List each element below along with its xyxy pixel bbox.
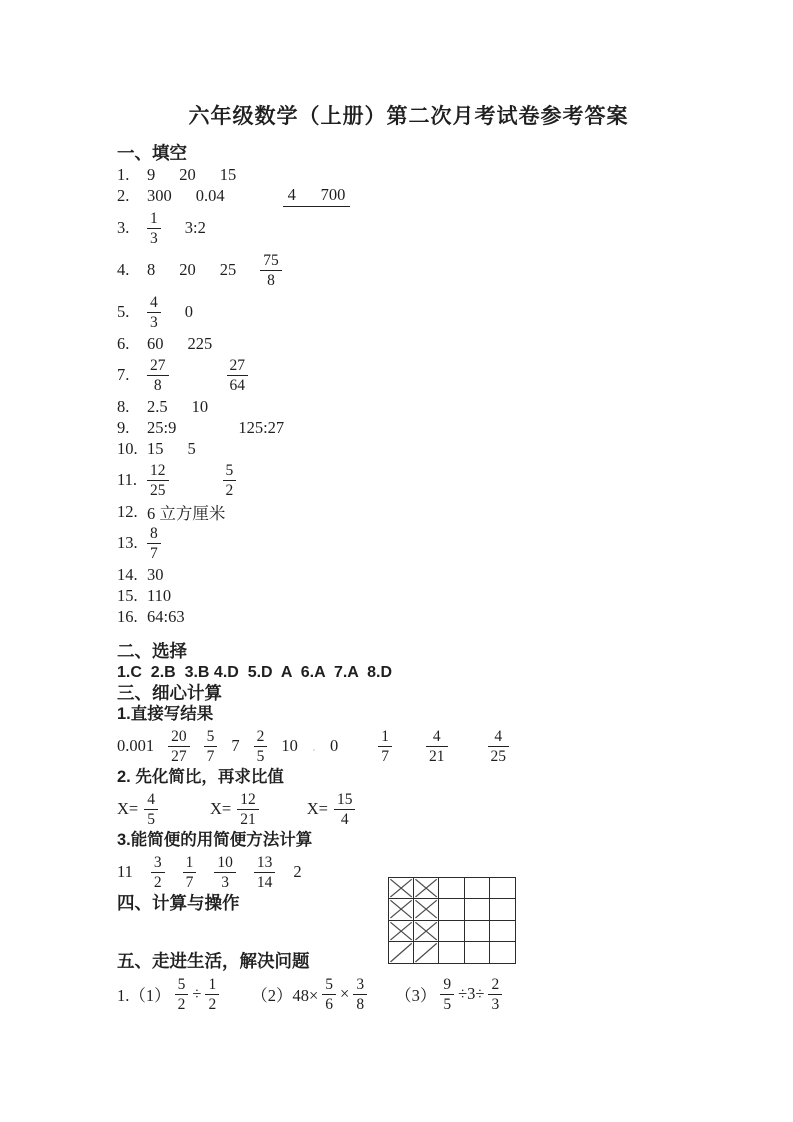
- math-token: 6 立方厘米: [147, 503, 226, 523]
- denominator: 8: [267, 271, 275, 289]
- section-calc: [117, 683, 753, 893]
- numerator: 10: [217, 853, 233, 871]
- fill-item-15: [117, 585, 753, 606]
- numerator: 75: [263, 251, 279, 269]
- choice-answers: 1.C 2.B 3.B 4.D 5.D A 6.A 7.A 8.D: [117, 664, 393, 681]
- fraction: [322, 977, 336, 1012]
- section-fill-heading: 一、填空: [117, 143, 187, 163]
- fraction-bar: [204, 746, 218, 747]
- fraction-bar: [322, 994, 336, 995]
- spacer: [193, 480, 199, 481]
- denominator: 5: [147, 810, 155, 828]
- grid-cell: [389, 942, 414, 963]
- fill-item-2: [117, 185, 753, 207]
- fraction: [334, 792, 356, 827]
- numerator: 5: [225, 461, 234, 479]
- life-problems-row: [117, 972, 753, 1016]
- x-mark-icon: [389, 899, 413, 919]
- fraction: [254, 729, 268, 764]
- fraction-bar: [151, 872, 165, 873]
- math-token: 15: [219, 164, 237, 184]
- grid-cell: [414, 942, 439, 963]
- fraction: [227, 358, 249, 393]
- math-token: 8: [147, 260, 156, 279]
- numerator: 1: [150, 209, 158, 227]
- fill-item-4: [117, 249, 753, 291]
- math-token: ×: [340, 984, 350, 1003]
- math-token: X=: [306, 799, 328, 818]
- math-token: 11: [117, 862, 133, 881]
- math-token: 20: [179, 260, 196, 279]
- denominator: 25: [150, 481, 166, 499]
- fraction-bar: [223, 480, 237, 481]
- numerator: 5: [325, 975, 333, 993]
- calc-row-direct: [117, 725, 753, 767]
- math-token: 64:63: [147, 606, 185, 626]
- denominator: 64: [229, 376, 245, 394]
- item-number: 8.: [117, 396, 130, 416]
- numerator: 4: [494, 727, 503, 745]
- numerator: 1: [381, 727, 389, 745]
- numerator: 3: [153, 853, 162, 871]
- math-token: 7: [231, 736, 240, 755]
- item-answers: [147, 500, 225, 524]
- x-mark-icon: [414, 878, 438, 898]
- fraction: [214, 855, 236, 890]
- math-token: 5: [187, 438, 196, 458]
- x-mark-icon: [389, 921, 413, 941]
- item-answers: [147, 397, 208, 417]
- denominator: 3: [150, 313, 158, 331]
- denominator: 2: [208, 995, 217, 1013]
- math-token: 15: [147, 438, 164, 458]
- fraction-bar: [147, 312, 161, 313]
- fraction: [168, 729, 190, 764]
- section-life-heading: 五、走进生活，解决问题: [117, 951, 310, 971]
- grid-cell: [439, 942, 464, 963]
- math-token: 0: [184, 302, 193, 321]
- fraction: [353, 977, 367, 1012]
- fraction-bar: [254, 872, 276, 873]
- fraction: [426, 729, 448, 764]
- math-token: 0.001: [117, 736, 155, 755]
- grid-cell: [465, 878, 490, 899]
- item-answers: [147, 463, 236, 498]
- fraction: [147, 358, 169, 393]
- underlined-answer: 4 700: [283, 185, 351, 207]
- item-number: 16.: [117, 606, 138, 626]
- calc-row-ratio: [117, 788, 753, 830]
- item-answers: [147, 358, 248, 393]
- x-mark-icon: [414, 921, 438, 941]
- denominator: 5: [256, 747, 265, 765]
- fraction-bar: [488, 994, 502, 995]
- fraction-bar: [237, 809, 259, 810]
- numerator: 2: [491, 975, 500, 993]
- math-token: 25: [219, 260, 237, 279]
- numerator: 20: [171, 727, 187, 745]
- item-number: 6.: [117, 333, 130, 353]
- grid-cell: [414, 899, 439, 920]
- fraction: [378, 729, 392, 764]
- section-choice: [117, 641, 753, 683]
- item-number: 1.: [117, 164, 130, 184]
- item-number: 13.: [117, 533, 138, 552]
- item-answers: [147, 295, 193, 330]
- fill-item-6: [117, 333, 753, 354]
- grid-cell: [490, 899, 515, 920]
- fill-item-7: [117, 354, 753, 396]
- fraction-bar: [205, 994, 219, 995]
- fraction: [147, 211, 161, 246]
- math-token: ÷: [192, 984, 202, 1003]
- math-token: （3）: [395, 986, 437, 1005]
- fraction: [147, 526, 161, 561]
- grid-cell: [465, 921, 490, 942]
- fill-item-14: [117, 564, 753, 585]
- numerator: 4: [150, 293, 158, 311]
- math-token: 125:27: [238, 417, 285, 437]
- numerator: 15: [336, 790, 353, 808]
- denominator: 21: [240, 810, 256, 828]
- fraction-bar: [334, 809, 356, 810]
- spacer: [164, 809, 204, 810]
- section-fill: [117, 143, 753, 627]
- numerator: 9: [443, 975, 452, 993]
- math-token: 2: [293, 862, 302, 881]
- spacer: [406, 746, 412, 747]
- item-number: 12.: [117, 501, 138, 521]
- denominator: 2: [153, 873, 162, 891]
- item-number: 11.: [117, 470, 138, 489]
- numerator: 12: [150, 461, 166, 479]
- item-answers: [147, 586, 171, 606]
- item-number: 4.: [117, 260, 130, 279]
- faint-mark: .: [311, 736, 316, 755]
- grid-cell: [439, 921, 464, 942]
- grid-cell: [490, 921, 515, 942]
- denominator: 3: [221, 873, 230, 891]
- numerator: 1: [185, 853, 194, 871]
- grid-cell: [465, 899, 490, 920]
- denominator: 7: [381, 747, 389, 765]
- fraction-bar: [260, 270, 282, 271]
- numerator: 5: [206, 727, 215, 745]
- item-answers: [147, 439, 196, 459]
- math-token: 225: [187, 333, 213, 353]
- fraction-bar: [175, 994, 189, 995]
- fraction-bar: [168, 746, 190, 747]
- fill-item-8: [117, 396, 753, 417]
- denominator: 3: [491, 995, 500, 1013]
- fraction-bar: [353, 994, 367, 995]
- item-number: 7.: [117, 365, 130, 384]
- fraction-bar: [147, 543, 161, 544]
- denominator: 7: [206, 747, 215, 765]
- fill-item-1: [117, 164, 753, 185]
- item-answers: [147, 165, 236, 185]
- spacer: [462, 746, 474, 747]
- fill-item-5: [117, 291, 753, 333]
- numerator: 13: [256, 853, 273, 871]
- fraction: [223, 463, 237, 498]
- item-number: 3.: [117, 218, 130, 237]
- grid-cell: [465, 942, 490, 963]
- fraction-bar: [426, 746, 448, 747]
- x-mark-icon: [389, 878, 413, 898]
- section-operate-heading: 四、计算与操作: [117, 893, 240, 913]
- spacer: [265, 809, 301, 810]
- spacer: [223, 994, 247, 995]
- math-token: 2.5: [147, 396, 168, 416]
- fraction-bar: [227, 375, 249, 376]
- fraction: [144, 792, 158, 827]
- fill-item-12: [117, 501, 753, 522]
- math-token: 3:2: [184, 218, 206, 237]
- grid-cell: [414, 921, 439, 942]
- fill-item-16: [117, 606, 753, 627]
- denominator: 27: [171, 747, 187, 765]
- item-answers: [147, 211, 206, 246]
- denominator: 6: [325, 995, 333, 1013]
- math-token: ÷3÷: [458, 984, 485, 1003]
- item-number: 14.: [117, 564, 138, 584]
- numerator: 5: [177, 975, 186, 993]
- math-token: X=: [209, 799, 232, 818]
- numerator: 4: [147, 790, 155, 808]
- x-mark-icon: [414, 899, 438, 919]
- fraction-bar: [147, 480, 169, 481]
- numerator: 12: [240, 790, 256, 808]
- grid-cell: [414, 878, 439, 899]
- fill-item-10: [117, 438, 753, 459]
- grid-cell: [439, 878, 464, 899]
- fraction-bar: [147, 228, 161, 229]
- fraction: [147, 295, 161, 330]
- fraction-bar: [214, 872, 236, 873]
- denominator: 8: [153, 376, 162, 394]
- math-token: 0: [330, 736, 339, 755]
- grid-cell: [490, 942, 515, 963]
- fraction-bar: [488, 746, 510, 747]
- item-answers: [147, 526, 161, 561]
- spacer: [200, 427, 214, 428]
- math-token: X=: [117, 799, 139, 818]
- fraction: [205, 977, 219, 1012]
- item-answers: [147, 418, 284, 438]
- fraction-bar: [144, 809, 158, 810]
- fraction-bar: [440, 994, 454, 995]
- grid-cell: [439, 899, 464, 920]
- fraction: [260, 253, 282, 288]
- fraction: [151, 855, 165, 890]
- slash-mark-icon: [414, 942, 438, 963]
- fraction: [175, 977, 189, 1012]
- math-token: 10: [281, 736, 298, 755]
- math-token: 9: [147, 164, 156, 184]
- page-title: 六年级数学（上册）第二次月考试卷参考答案: [188, 104, 629, 128]
- denominator: 14: [256, 873, 273, 891]
- section-choice-heading: 二、选择: [117, 641, 187, 661]
- fill-item-13: [117, 522, 753, 564]
- item-number: 9.: [117, 417, 130, 437]
- math-token: 60: [147, 333, 164, 353]
- fraction-bar: [147, 375, 169, 376]
- numerator: 8: [150, 524, 158, 542]
- grid-cell: [389, 899, 414, 920]
- fraction: [183, 855, 197, 890]
- item-answers: [147, 334, 212, 354]
- math-token: 110: [147, 585, 172, 605]
- spacer: [193, 375, 203, 376]
- answer-grid: [388, 877, 516, 964]
- calc-sub1-heading: 1.直接写结果: [117, 705, 214, 723]
- denominator: 8: [356, 995, 365, 1013]
- numerator: 1: [208, 975, 217, 993]
- math-token: 20: [179, 164, 196, 184]
- fill-item-9: [117, 417, 753, 438]
- fraction: [237, 792, 259, 827]
- numerator: 3: [356, 975, 365, 993]
- math-token: 30: [147, 564, 164, 584]
- denominator: 3: [150, 229, 158, 247]
- denominator: 2: [177, 995, 186, 1013]
- denominator: 5: [443, 995, 452, 1013]
- spacer: [352, 746, 364, 747]
- item-number: 5.: [117, 302, 130, 321]
- numerator: 27: [150, 356, 166, 374]
- denominator: 2: [225, 481, 234, 499]
- item-number: 2.: [117, 186, 130, 205]
- fraction: [488, 977, 502, 1012]
- fraction: [254, 855, 276, 890]
- item-answers: [147, 253, 282, 288]
- fraction: [204, 729, 218, 764]
- slash-mark-icon: [389, 942, 413, 963]
- item-answers: [147, 185, 350, 207]
- grid-cell: [490, 878, 515, 899]
- spacer: [371, 994, 391, 995]
- numerator: 4: [432, 727, 441, 745]
- calc-sub3-heading: 3.能简便的用简便方法计算: [117, 831, 313, 849]
- item-answers: [147, 565, 164, 585]
- item-number: 10.: [117, 438, 138, 458]
- fraction-bar: [254, 746, 268, 747]
- grid-cell: [389, 878, 414, 899]
- item-number: 15.: [117, 585, 138, 605]
- math-token: 10: [191, 396, 209, 416]
- fill-item-3: [117, 207, 753, 249]
- calc-sub2-heading: 2. 先化简比，再求比值: [117, 768, 284, 786]
- fraction-bar: [378, 746, 392, 747]
- item-answers: [147, 607, 185, 627]
- fraction-bar: [183, 872, 197, 873]
- spacer: [249, 196, 259, 197]
- fraction: [147, 463, 169, 498]
- math-token: （2）48×: [251, 986, 319, 1005]
- numerator: 2: [256, 727, 265, 745]
- numerator: 27: [229, 356, 245, 374]
- denominator: 21: [429, 747, 445, 765]
- denominator: 7: [185, 873, 194, 891]
- fraction: [440, 977, 454, 1012]
- fill-item-11: [117, 459, 753, 501]
- grid-cell: [389, 921, 414, 942]
- math-token: 1.（1）: [117, 986, 171, 1005]
- section-calc-heading: 三、细心计算: [117, 683, 222, 703]
- denominator: 7: [150, 544, 158, 562]
- math-token: 300: [147, 186, 172, 205]
- math-token: 25:9: [147, 417, 177, 437]
- denominator: 25: [490, 747, 506, 765]
- fraction: [488, 729, 510, 764]
- math-token: 0.04: [195, 186, 225, 205]
- denominator: 4: [340, 810, 349, 828]
